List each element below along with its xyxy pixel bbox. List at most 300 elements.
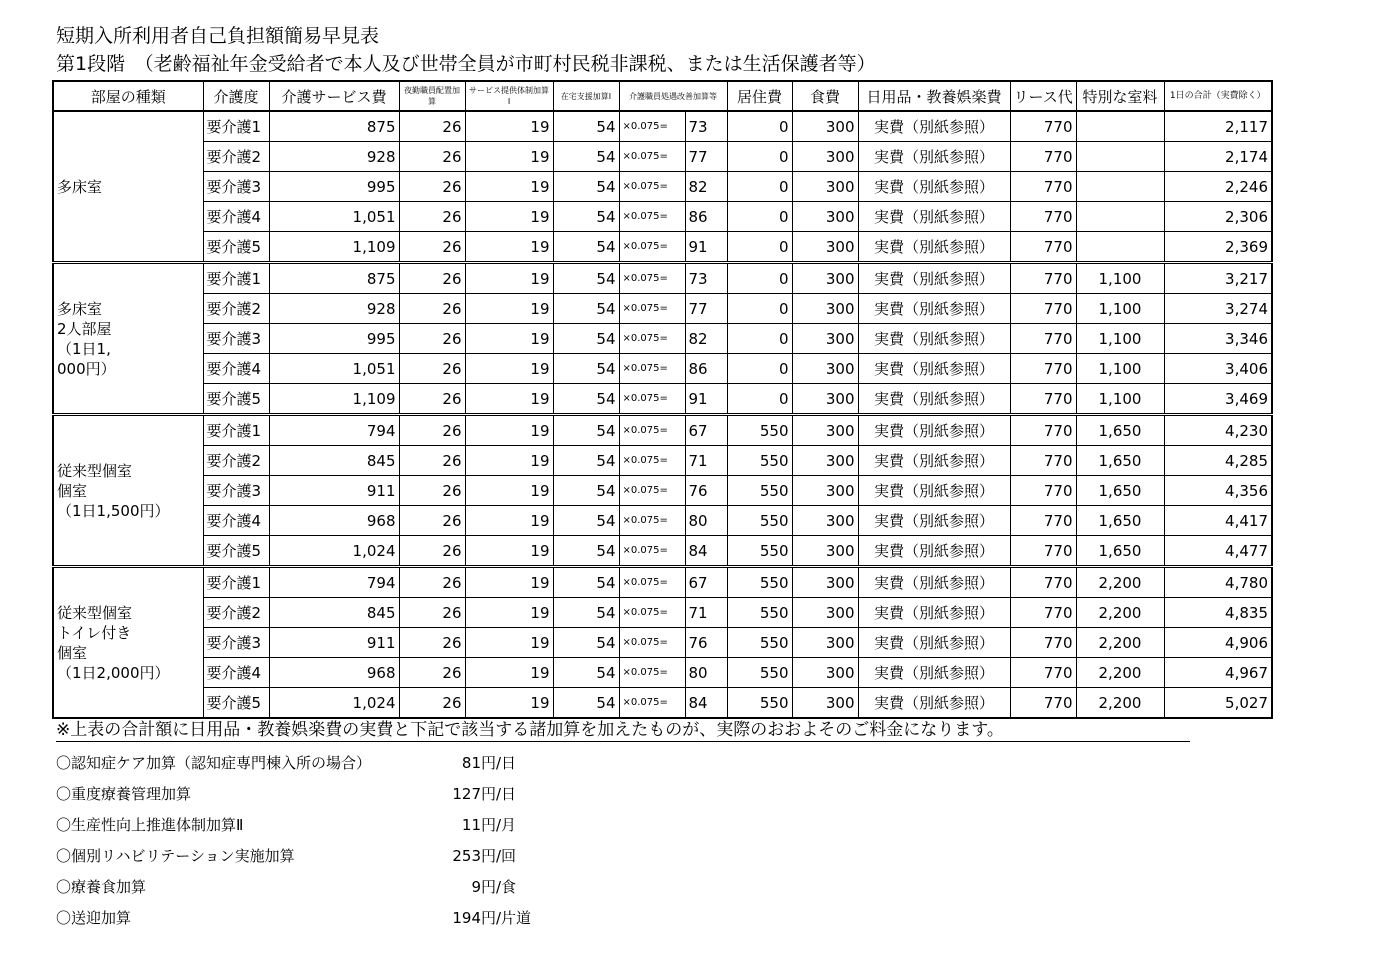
- room-type-cell: [53, 263, 203, 415]
- daily-total-cell: 2,369: [1164, 232, 1272, 263]
- special-room-cell: 1,650: [1076, 536, 1164, 567]
- lease-fee-cell: 770: [1010, 384, 1076, 415]
- addition-name: 〇療養食加算: [56, 878, 147, 896]
- night-staff-cell: 26: [399, 476, 465, 506]
- home-support-cell: 54: [553, 142, 619, 172]
- home-support-cell: 54: [553, 263, 619, 294]
- special-room-cell: 1,650: [1076, 446, 1164, 476]
- multiplier-cell: ×0.075=: [619, 415, 685, 446]
- daily-goods-cell: 実費（別紙参照）: [858, 415, 1010, 446]
- addition-unit: /日: [496, 785, 517, 803]
- multiplier-cell: ×0.075=: [619, 232, 685, 263]
- header-lease-fee: リース代: [1010, 81, 1076, 111]
- addition-unit: /日: [496, 754, 517, 772]
- service-provision-cell: 19: [465, 294, 553, 324]
- addition-item: [56, 905, 556, 936]
- table-row: [53, 232, 1272, 263]
- room-type-line: 多床室: [57, 299, 103, 318]
- residence-fee-cell: 0: [727, 111, 792, 142]
- home-support-cell: 54: [553, 688, 619, 719]
- addition-item: [56, 874, 556, 905]
- special-room-cell: 2,200: [1076, 688, 1164, 719]
- service-fee-cell: 794: [269, 415, 399, 446]
- daily-goods-cell: 実費（別紙参照）: [858, 628, 1010, 658]
- meal-fee-cell: 300: [792, 142, 858, 172]
- service-provision-cell: 19: [465, 111, 553, 142]
- table-row: [53, 384, 1272, 415]
- night-staff-cell: 26: [399, 628, 465, 658]
- treatment-improvement-cell: 91: [685, 232, 727, 263]
- night-staff-cell: 26: [399, 202, 465, 232]
- night-staff-cell: 26: [399, 232, 465, 263]
- care-level-cell: 要介護1: [203, 263, 269, 294]
- multiplier-cell: ×0.075=: [619, 446, 685, 476]
- header-row: [53, 81, 1272, 111]
- table-row: [53, 476, 1272, 506]
- meal-fee-cell: 300: [792, 506, 858, 536]
- header-care-level: 介護度: [203, 81, 269, 111]
- residence-fee-cell: 0: [727, 172, 792, 202]
- multiplier-cell: ×0.075=: [619, 202, 685, 232]
- treatment-improvement-cell: 73: [685, 111, 727, 142]
- residence-fee-cell: 0: [727, 294, 792, 324]
- service-provision-cell: 19: [465, 263, 553, 294]
- addition-price-block: [446, 750, 556, 776]
- special-room-cell: 1,100: [1076, 324, 1164, 354]
- multiplier-cell: ×0.075=: [619, 658, 685, 688]
- residence-fee-cell: 550: [727, 658, 792, 688]
- room-type-line: （1日2,000円）: [57, 663, 170, 682]
- service-provision-cell: 19: [465, 658, 553, 688]
- service-fee-cell: 995: [269, 172, 399, 202]
- night-staff-cell: 26: [399, 354, 465, 384]
- residence-fee-cell: 550: [727, 536, 792, 567]
- daily-total-cell: 4,285: [1164, 446, 1272, 476]
- addition-name: 〇重度療養管理加算: [56, 785, 192, 803]
- service-provision-cell: 19: [465, 567, 553, 598]
- care-level-cell: 要介護1: [203, 415, 269, 446]
- treatment-improvement-cell: 84: [685, 536, 727, 567]
- meal-fee-cell: 300: [792, 232, 858, 263]
- care-level-cell: 要介護1: [203, 567, 269, 598]
- night-staff-cell: 26: [399, 506, 465, 536]
- treatment-improvement-cell: 82: [685, 172, 727, 202]
- room-type-cell: [53, 111, 203, 263]
- meal-fee-cell: 300: [792, 598, 858, 628]
- room-group: [53, 415, 1272, 567]
- treatment-improvement-cell: 82: [685, 324, 727, 354]
- room-type-line: 従来型個室: [57, 603, 133, 622]
- home-support-cell: 54: [553, 354, 619, 384]
- room-type-line: （1日1,: [57, 339, 111, 358]
- addition-name: 〇送迎加算: [56, 909, 132, 927]
- room-type-line: （1日1,500円）: [57, 501, 170, 520]
- lease-fee-cell: 770: [1010, 415, 1076, 446]
- room-group: [53, 111, 1272, 263]
- multiplier-cell: ×0.075=: [619, 142, 685, 172]
- home-support-cell: 54: [553, 232, 619, 263]
- residence-fee-cell: 550: [727, 567, 792, 598]
- daily-total-cell: 3,346: [1164, 324, 1272, 354]
- residence-fee-cell: 550: [727, 506, 792, 536]
- residence-fee-cell: 0: [727, 202, 792, 232]
- home-support-cell: 54: [553, 294, 619, 324]
- residence-fee-cell: 0: [727, 324, 792, 354]
- daily-total-cell: 2,246: [1164, 172, 1272, 202]
- residence-fee-cell: 550: [727, 598, 792, 628]
- multiplier-cell: ×0.075=: [619, 294, 685, 324]
- home-support-cell: 54: [553, 567, 619, 598]
- room-type-line: 多床室: [57, 177, 103, 196]
- room-group: [53, 263, 1272, 415]
- room-type-line: 個室: [57, 481, 88, 500]
- treatment-improvement-cell: 77: [685, 294, 727, 324]
- table-row: [53, 598, 1272, 628]
- residence-fee-cell: 550: [727, 446, 792, 476]
- service-fee-cell: 928: [269, 142, 399, 172]
- night-staff-cell: 26: [399, 598, 465, 628]
- care-level-cell: 要介護4: [203, 354, 269, 384]
- addition-price-block: [446, 843, 556, 869]
- table-row: [53, 628, 1272, 658]
- treatment-improvement-cell: 80: [685, 506, 727, 536]
- meal-fee-cell: 300: [792, 476, 858, 506]
- daily-total-cell: 2,117: [1164, 111, 1272, 142]
- night-staff-cell: 26: [399, 324, 465, 354]
- daily-goods-cell: 実費（別紙参照）: [858, 142, 1010, 172]
- residence-fee-cell: 0: [727, 142, 792, 172]
- special-room-cell: 2,200: [1076, 658, 1164, 688]
- service-fee-cell: 968: [269, 658, 399, 688]
- special-room-cell: 1,100: [1076, 384, 1164, 415]
- daily-goods-cell: 実費（別紙参照）: [858, 232, 1010, 263]
- care-level-cell: 要介護4: [203, 658, 269, 688]
- night-staff-cell: 26: [399, 142, 465, 172]
- service-provision-cell: 19: [465, 232, 553, 263]
- daily-goods-cell: 実費（別紙参照）: [858, 263, 1010, 294]
- addition-item: [56, 812, 556, 843]
- service-fee-cell: 911: [269, 476, 399, 506]
- document-subtitle: 第1段階 （老齢福祉年金受給者で本人及び世帯全員が市町村民税非課税、または生活保護者等）: [56, 53, 876, 75]
- multiplier-cell: ×0.075=: [619, 354, 685, 384]
- meal-fee-cell: 300: [792, 324, 858, 354]
- meal-fee-cell: 300: [792, 294, 858, 324]
- residence-fee-cell: 550: [727, 415, 792, 446]
- meal-fee-cell: 300: [792, 415, 858, 446]
- note-text: ※上表の合計額に日用品・教養娯楽費の実費と下記で該当する諸加算を加えたものが、実際のおおよそのご料金になります。: [56, 720, 1004, 740]
- home-support-cell: 54: [553, 598, 619, 628]
- addition-price-block: [446, 905, 556, 931]
- care-level-cell: 要介護2: [203, 446, 269, 476]
- header-service-provision: サービス提供体制加算Ⅰ: [465, 81, 553, 111]
- header-daily-total: 1日の合計（実費除く）: [1164, 81, 1272, 111]
- treatment-improvement-cell: 76: [685, 628, 727, 658]
- service-fee-cell: 968: [269, 506, 399, 536]
- table-row: [53, 658, 1272, 688]
- home-support-cell: 54: [553, 446, 619, 476]
- daily-goods-cell: 実費（別紙参照）: [858, 324, 1010, 354]
- special-room-cell: 1,650: [1076, 476, 1164, 506]
- special-room-cell: 1,100: [1076, 294, 1164, 324]
- daily-total-cell: 5,027: [1164, 688, 1272, 719]
- lease-fee-cell: 770: [1010, 142, 1076, 172]
- service-provision-cell: 19: [465, 598, 553, 628]
- multiplier-cell: ×0.075=: [619, 384, 685, 415]
- table-row: [53, 172, 1272, 202]
- residence-fee-cell: 0: [727, 232, 792, 263]
- service-fee-cell: 794: [269, 567, 399, 598]
- home-support-cell: 54: [553, 536, 619, 567]
- care-level-cell: 要介護3: [203, 628, 269, 658]
- daily-total-cell: 4,780: [1164, 567, 1272, 598]
- table-row: [53, 142, 1272, 172]
- daily-goods-cell: 実費（別紙参照）: [858, 598, 1010, 628]
- multiplier-cell: ×0.075=: [619, 263, 685, 294]
- service-provision-cell: 19: [465, 202, 553, 232]
- home-support-cell: 54: [553, 628, 619, 658]
- addition-price: 11円: [461, 816, 496, 834]
- lease-fee-cell: 770: [1010, 294, 1076, 324]
- room-type-line: 000円）: [57, 359, 116, 378]
- care-level-cell: 要介護4: [203, 202, 269, 232]
- lease-fee-cell: 770: [1010, 232, 1076, 263]
- daily-total-cell: 4,230: [1164, 415, 1272, 446]
- table-row: [53, 415, 1272, 446]
- table-row: [53, 294, 1272, 324]
- table-row: [53, 111, 1272, 142]
- daily-goods-cell: 実費（別紙参照）: [858, 111, 1010, 142]
- lease-fee-cell: 770: [1010, 536, 1076, 567]
- multiplier-cell: ×0.075=: [619, 324, 685, 354]
- home-support-cell: 54: [553, 384, 619, 415]
- special-room-cell: [1076, 202, 1164, 232]
- room-type-cell: [53, 567, 203, 719]
- note-underline: [56, 741, 1190, 742]
- care-level-cell: 要介護3: [203, 476, 269, 506]
- special-room-cell: 1,650: [1076, 506, 1164, 536]
- meal-fee-cell: 300: [792, 536, 858, 567]
- night-staff-cell: 26: [399, 446, 465, 476]
- treatment-improvement-cell: 71: [685, 598, 727, 628]
- lease-fee-cell: 770: [1010, 324, 1076, 354]
- care-level-cell: 要介護5: [203, 384, 269, 415]
- home-support-cell: 54: [553, 324, 619, 354]
- lease-fee-cell: 770: [1010, 172, 1076, 202]
- service-fee-cell: 928: [269, 294, 399, 324]
- header-treatment-improvement: 介護職員処遇改善加算等: [619, 81, 727, 111]
- daily-total-cell: 3,274: [1164, 294, 1272, 324]
- service-fee-cell: 1,024: [269, 536, 399, 567]
- service-provision-cell: 19: [465, 142, 553, 172]
- table-row: [53, 688, 1272, 719]
- meal-fee-cell: 300: [792, 688, 858, 719]
- meal-fee-cell: 300: [792, 202, 858, 232]
- residence-fee-cell: 550: [727, 476, 792, 506]
- daily-total-cell: 4,906: [1164, 628, 1272, 658]
- daily-goods-cell: 実費（別紙参照）: [858, 354, 1010, 384]
- home-support-cell: 54: [553, 476, 619, 506]
- addition-price: 194円: [452, 909, 496, 927]
- home-support-cell: 54: [553, 111, 619, 142]
- addition-price-block: [446, 781, 556, 807]
- daily-goods-cell: 実費（別紙参照）: [858, 536, 1010, 567]
- addition-item: [56, 750, 556, 781]
- service-provision-cell: 19: [465, 628, 553, 658]
- room-type-line: 個室: [57, 643, 88, 662]
- night-staff-cell: 26: [399, 658, 465, 688]
- table-row: [53, 354, 1272, 384]
- special-room-cell: 1,650: [1076, 415, 1164, 446]
- room-type-line: トイレ付き: [57, 623, 132, 642]
- meal-fee-cell: 300: [792, 172, 858, 202]
- care-level-cell: 要介護5: [203, 536, 269, 567]
- table-row: [53, 446, 1272, 476]
- special-room-cell: 1,100: [1076, 354, 1164, 384]
- service-provision-cell: 19: [465, 324, 553, 354]
- daily-goods-cell: 実費（別紙参照）: [858, 446, 1010, 476]
- treatment-improvement-cell: 86: [685, 202, 727, 232]
- daily-total-cell: 3,217: [1164, 263, 1272, 294]
- multiplier-cell: ×0.075=: [619, 172, 685, 202]
- service-fee-cell: 911: [269, 628, 399, 658]
- home-support-cell: 54: [553, 202, 619, 232]
- treatment-improvement-cell: 86: [685, 354, 727, 384]
- fee-table: [52, 80, 1273, 719]
- residence-fee-cell: 550: [727, 688, 792, 719]
- table-row: [53, 536, 1272, 567]
- meal-fee-cell: 300: [792, 658, 858, 688]
- meal-fee-cell: 300: [792, 384, 858, 415]
- room-type-cell: [53, 415, 203, 567]
- service-provision-cell: 19: [465, 476, 553, 506]
- addition-unit: /月: [496, 816, 517, 834]
- daily-goods-cell: 実費（別紙参照）: [858, 506, 1010, 536]
- night-staff-cell: 26: [399, 263, 465, 294]
- multiplier-cell: ×0.075=: [619, 111, 685, 142]
- service-provision-cell: 19: [465, 384, 553, 415]
- treatment-improvement-cell: 91: [685, 384, 727, 415]
- meal-fee-cell: 300: [792, 567, 858, 598]
- addition-unit: /回: [496, 847, 517, 865]
- daily-goods-cell: 実費（別紙参照）: [858, 172, 1010, 202]
- table-row: [53, 567, 1272, 598]
- daily-total-cell: 2,306: [1164, 202, 1272, 232]
- service-provision-cell: 19: [465, 446, 553, 476]
- lease-fee-cell: 770: [1010, 506, 1076, 536]
- treatment-improvement-cell: 71: [685, 446, 727, 476]
- addition-price-block: [446, 874, 556, 900]
- treatment-improvement-cell: 67: [685, 415, 727, 446]
- addition-name: 〇認知症ケア加算（認知症専門棟入所の場合）: [56, 754, 372, 772]
- residence-fee-cell: 0: [727, 384, 792, 415]
- addition-price: 253円: [452, 847, 496, 865]
- multiplier-cell: ×0.075=: [619, 567, 685, 598]
- daily-goods-cell: 実費（別紙参照）: [858, 294, 1010, 324]
- service-fee-cell: 1,051: [269, 202, 399, 232]
- multiplier-cell: ×0.075=: [619, 598, 685, 628]
- special-room-cell: 2,200: [1076, 598, 1164, 628]
- meal-fee-cell: 300: [792, 354, 858, 384]
- addition-price-block: [446, 812, 556, 838]
- night-staff-cell: 26: [399, 384, 465, 415]
- lease-fee-cell: 770: [1010, 658, 1076, 688]
- lease-fee-cell: 770: [1010, 263, 1076, 294]
- care-level-cell: 要介護3: [203, 324, 269, 354]
- addition-unit: /食: [496, 878, 517, 896]
- table-row: [53, 263, 1272, 294]
- service-fee-cell: 995: [269, 324, 399, 354]
- header-special-room: 特別な室料: [1076, 81, 1164, 111]
- room-group: [53, 567, 1272, 719]
- care-level-cell: 要介護3: [203, 172, 269, 202]
- addition-price: 127円: [452, 785, 496, 803]
- daily-goods-cell: 実費（別紙参照）: [858, 384, 1010, 415]
- home-support-cell: 54: [553, 506, 619, 536]
- document-title: 短期入所利用者自己負担額簡易早見表: [56, 25, 380, 47]
- daily-goods-cell: 実費（別紙参照）: [858, 202, 1010, 232]
- lease-fee-cell: 770: [1010, 688, 1076, 719]
- lease-fee-cell: 770: [1010, 354, 1076, 384]
- home-support-cell: 54: [553, 658, 619, 688]
- header-night-staff: 夜勤職員配置加算: [399, 81, 465, 111]
- service-provision-cell: 19: [465, 415, 553, 446]
- daily-total-cell: 4,417: [1164, 506, 1272, 536]
- service-provision-cell: 19: [465, 688, 553, 719]
- addition-name: 〇個別リハビリテーション実施加算: [56, 847, 295, 865]
- special-room-cell: [1076, 111, 1164, 142]
- table-row: [53, 202, 1272, 232]
- service-fee-cell: 875: [269, 263, 399, 294]
- residence-fee-cell: 550: [727, 628, 792, 658]
- header-service-fee: 介護サービス費: [269, 81, 399, 111]
- multiplier-cell: ×0.075=: [619, 688, 685, 719]
- lease-fee-cell: 770: [1010, 446, 1076, 476]
- treatment-improvement-cell: 67: [685, 567, 727, 598]
- night-staff-cell: 26: [399, 415, 465, 446]
- daily-total-cell: 3,406: [1164, 354, 1272, 384]
- residence-fee-cell: 0: [727, 263, 792, 294]
- care-level-cell: 要介護5: [203, 688, 269, 719]
- multiplier-cell: ×0.075=: [619, 506, 685, 536]
- treatment-improvement-cell: 77: [685, 142, 727, 172]
- service-fee-cell: 845: [269, 598, 399, 628]
- care-level-cell: 要介護4: [203, 506, 269, 536]
- addition-unit: /片道: [496, 909, 532, 927]
- addition-item: [56, 843, 556, 874]
- addition-price: 9円: [471, 878, 496, 896]
- night-staff-cell: 26: [399, 567, 465, 598]
- additions-list: [56, 750, 556, 936]
- daily-goods-cell: 実費（別紙参照）: [858, 567, 1010, 598]
- addition-item: [56, 781, 556, 812]
- special-room-cell: [1076, 172, 1164, 202]
- care-level-cell: 要介護1: [203, 111, 269, 142]
- service-provision-cell: 19: [465, 536, 553, 567]
- night-staff-cell: 26: [399, 294, 465, 324]
- lease-fee-cell: 770: [1010, 202, 1076, 232]
- night-staff-cell: 26: [399, 111, 465, 142]
- care-level-cell: 要介護2: [203, 142, 269, 172]
- service-fee-cell: 1,024: [269, 688, 399, 719]
- lease-fee-cell: 770: [1010, 111, 1076, 142]
- meal-fee-cell: 300: [792, 263, 858, 294]
- care-level-cell: 要介護2: [203, 294, 269, 324]
- daily-goods-cell: 実費（別紙参照）: [858, 476, 1010, 506]
- multiplier-cell: ×0.075=: [619, 476, 685, 506]
- header-room-type: 部屋の種類: [53, 81, 203, 111]
- daily-total-cell: 4,835: [1164, 598, 1272, 628]
- meal-fee-cell: 300: [792, 446, 858, 476]
